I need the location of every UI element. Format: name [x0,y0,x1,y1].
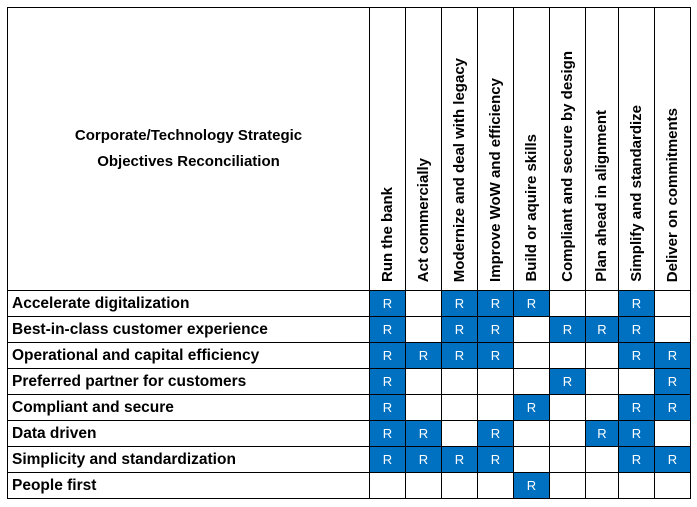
relevance-marker-cell: R [619,447,655,473]
empty-cell [550,343,586,369]
relevance-marker-cell: R [655,447,691,473]
empty-cell [406,395,442,421]
row-label: Accelerate digitalization [8,291,370,317]
relevance-marker-cell: R [514,395,550,421]
empty-cell [619,473,655,499]
relevance-marker-cell: R [478,291,514,317]
column-header-label: Build or aquire skills [522,134,540,282]
column-header-simplify [619,8,655,291]
objectives-reconciliation-matrix [7,7,691,499]
empty-cell [550,473,586,499]
empty-cell [442,395,478,421]
empty-cell [406,291,442,317]
empty-cell [442,421,478,447]
relevance-marker-cell: R [478,343,514,369]
relevance-marker-cell: R [442,447,478,473]
relevance-marker-cell: R [619,421,655,447]
relevance-marker-cell: R [619,291,655,317]
column-header-plan-ahead [586,8,619,291]
relevance-marker-cell: R [655,343,691,369]
column-header-label: Plan ahead in alignment [593,110,610,282]
matrix-title-line-1: Corporate/Technology Strategic [74,127,303,144]
column-header-run-the-bank [370,8,406,291]
relevance-marker-cell: R [478,447,514,473]
relevance-marker-cell: R [406,447,442,473]
relevance-marker-cell: R [619,317,655,343]
empty-cell [655,421,691,447]
empty-cell [442,473,478,499]
column-header-deliver [655,8,691,291]
row-label: Data driven [8,421,370,447]
column-header-act-commercially [406,8,442,291]
row-label: Operational and capital efficiency [8,343,370,369]
table-row [8,369,691,395]
column-header-label: Compliant and secure by design [558,51,576,282]
empty-cell [514,421,550,447]
empty-cell [655,473,691,499]
column-header-compliant-secure [550,8,586,291]
relevance-marker-cell: R [655,395,691,421]
relevance-marker-cell: R [478,421,514,447]
matrix-body [8,291,691,499]
relevance-marker-cell: R [370,421,406,447]
column-header-improve-wow [478,8,514,291]
empty-cell [550,421,586,447]
row-label: Preferred partner for customers [8,369,370,395]
empty-cell [406,317,442,343]
empty-cell [586,291,619,317]
relevance-marker-cell: R [370,395,406,421]
empty-cell [406,369,442,395]
empty-cell [478,395,514,421]
table-row [8,447,691,473]
empty-cell [586,395,619,421]
empty-cell [370,473,406,499]
relevance-marker-cell: R [550,317,586,343]
table-row [8,473,691,499]
empty-cell [586,473,619,499]
empty-cell [586,447,619,473]
empty-cell [655,317,691,343]
relevance-marker-cell: R [370,369,406,395]
matrix-title [8,8,370,291]
empty-cell [586,343,619,369]
empty-cell [619,369,655,395]
empty-cell [514,369,550,395]
empty-cell [550,447,586,473]
relevance-marker-cell: R [406,421,442,447]
empty-cell [550,291,586,317]
table-row [8,291,691,317]
relevance-marker-cell: R [406,343,442,369]
relevance-marker-cell: R [370,291,406,317]
column-header-label: Run the bank [378,186,396,282]
column-header-modernize [442,8,478,291]
empty-cell [514,317,550,343]
table-row [8,317,691,343]
column-header-label: Act commercially [414,157,432,282]
row-label: People first [8,473,370,499]
empty-cell [550,395,586,421]
row-label: Best-in-class customer experience [8,317,370,343]
relevance-marker-cell: R [550,369,586,395]
empty-cell [514,447,550,473]
header-row [8,8,691,291]
relevance-marker-cell: R [514,473,550,499]
column-header-label: Simplify and standardize [627,105,645,282]
empty-cell [514,343,550,369]
column-header-label: Improve WoW and efficiency [486,78,504,282]
relevance-marker-cell: R [586,317,619,343]
empty-cell [406,473,442,499]
relevance-marker-cell: R [514,291,550,317]
row-label: Compliant and secure [8,395,370,421]
column-header-build-skills [514,8,550,291]
matrix-title-line-2: Objectives Reconciliation [97,153,280,170]
relevance-marker-cell: R [370,317,406,343]
table-row [8,421,691,447]
relevance-marker-cell: R [619,395,655,421]
relevance-marker-cell: R [619,343,655,369]
relevance-marker-cell: R [370,447,406,473]
column-header-label: Modernize and deal with legacy [450,57,468,282]
empty-cell [442,369,478,395]
relevance-marker-cell: R [370,343,406,369]
column-header-label: Deliver on commitments [663,107,681,282]
empty-cell [478,473,514,499]
relevance-marker-cell: R [442,317,478,343]
table-row [8,395,691,421]
empty-cell [478,369,514,395]
row-label: Simplicity and standardization [8,447,370,473]
relevance-marker-cell: R [586,421,619,447]
table-row [8,343,691,369]
empty-cell [655,291,691,317]
relevance-marker-cell: R [442,343,478,369]
relevance-marker-cell: R [478,317,514,343]
relevance-marker-cell: R [655,369,691,395]
relevance-marker-cell: R [442,291,478,317]
empty-cell [586,369,619,395]
